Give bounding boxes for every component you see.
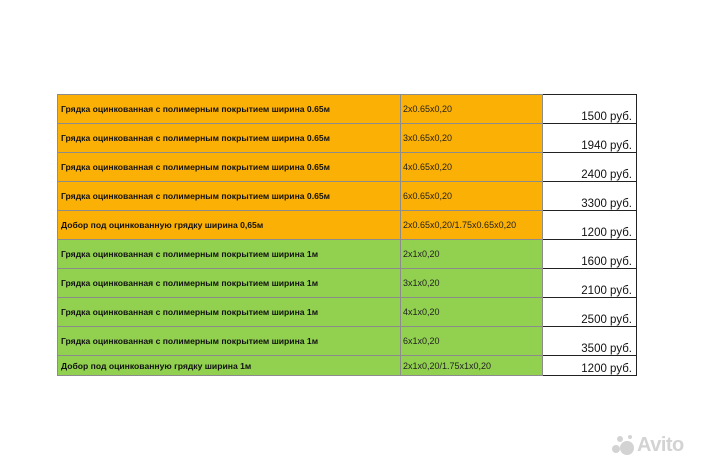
product-size: 2x1x0,20/1.75x1x0,20 (401, 356, 543, 376)
product-name: Грядка оцинкованная с полимерным покрытием ширина 0.65м (58, 95, 401, 124)
product-price: 1600 руб. (543, 240, 637, 269)
product-name: Добор под оцинкованную грядку ширина 0,65м (58, 211, 401, 240)
product-name: Грядка оцинкованная с полимерным покрытием ширина 1м (58, 298, 401, 327)
product-name: Грядка оцинкованная с полимерным покрытием ширина 0.65м (58, 124, 401, 153)
avito-logo-icon (611, 434, 635, 456)
avito-watermark-text: Avito (637, 433, 684, 456)
product-price: 3300 руб. (543, 182, 637, 211)
product-size: 6x0.65x0,20 (401, 182, 543, 211)
product-size: 2x0.65x0,20/1.75x0.65x0,20 (401, 211, 543, 240)
product-size: 2x1x0,20 (401, 240, 543, 269)
table-row (58, 182, 637, 211)
price-table (57, 94, 637, 376)
product-size: 4x0.65x0,20 (401, 153, 543, 182)
product-name: Добор под оцинкованную грядку ширина 1м (58, 356, 401, 376)
product-price: 1940 руб. (543, 124, 637, 153)
table-row (58, 356, 637, 376)
product-size: 2x0.65x0,20 (401, 95, 543, 124)
product-price: 2100 руб. (543, 269, 637, 298)
table-row (58, 95, 637, 124)
avito-watermark (611, 434, 684, 456)
product-size: 3x1x0,20 (401, 269, 543, 298)
product-price: 1200 руб. (543, 356, 637, 376)
product-price: 2400 руб. (543, 153, 637, 182)
product-size: 3x0.65x0,20 (401, 124, 543, 153)
product-name: Грядка оцинкованная с полимерным покрытием ширина 1м (58, 327, 401, 356)
table-row (58, 240, 637, 269)
product-price: 1200 руб. (543, 211, 637, 240)
product-name: Грядка оцинкованная с полимерным покрытием ширина 0.65м (58, 153, 401, 182)
table-row (58, 269, 637, 298)
product-name: Грядка оцинкованная с полимерным покрытием ширина 0.65м (58, 182, 401, 211)
product-price: 3500 руб. (543, 327, 637, 356)
product-price: 1500 руб. (543, 95, 637, 124)
table-row (58, 124, 637, 153)
table-row (58, 327, 637, 356)
table-row (58, 211, 637, 240)
product-size: 4x1x0,20 (401, 298, 543, 327)
table-row (58, 298, 637, 327)
product-price: 2500 руб. (543, 298, 637, 327)
table-row (58, 153, 637, 182)
product-size: 6x1x0,20 (401, 327, 543, 356)
product-name: Грядка оцинкованная с полимерным покрытием ширина 1м (58, 269, 401, 298)
product-name: Грядка оцинкованная с полимерным покрытием ширина 1м (58, 240, 401, 269)
